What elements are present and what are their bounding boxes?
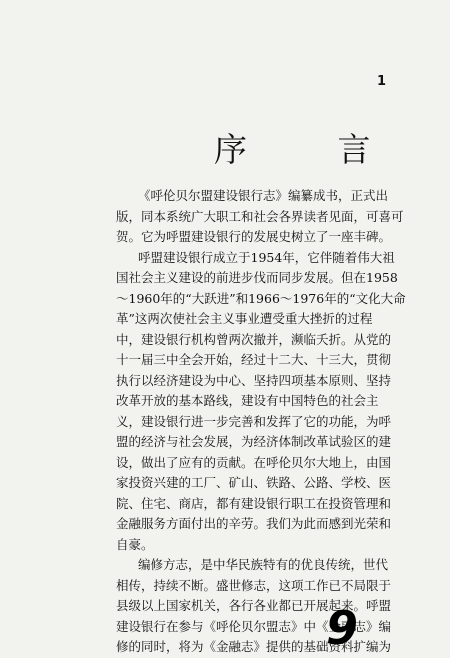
text-line: 《呼伦贝尔盟建设银行志》编纂成书，正式出: [138, 188, 389, 203]
page-title: 序 言: [214, 130, 411, 169]
page-number: 1: [377, 74, 387, 89]
text-line: 自豪。: [116, 536, 154, 552]
text-line: 中，建设银行机构曾两次撤并，濒临夭折。从党的: [116, 331, 392, 347]
text-line: 十一届三中全会开始，经过十二大、十三大，贯彻: [116, 352, 392, 367]
text-line: 革”这两次使社会主义事业遭受重大挫折的过程: [116, 311, 373, 326]
text-line: 国社会主义建设的前进步伐而同步发展。但在1958: [116, 270, 398, 285]
body-text: [116, 186, 420, 658]
text-line: 修的同时，将为《金融志》提供的基础资料扩编为: [116, 639, 392, 654]
text-line: 义，建设银行进一步完善和发挥了它的功能，为呼: [116, 413, 392, 429]
text-line: 设，做出了应有的贡献。在呼伦贝尔大地上，由国: [116, 454, 392, 470]
text-line: 盟的经济与社会发展，为经济体制改革试验区的建: [116, 434, 392, 449]
text-line: 相传，持续不断。盛世修志，这项工作已不局限于: [116, 577, 392, 593]
text-line: 金融服务方面付出的辛劳。我们为此而感到光荣和: [116, 516, 392, 531]
text-line: 版，同本系统广大职工和社会各界读者见面，可喜可: [116, 208, 404, 224]
text-line: 建设银行在参与《呼伦贝尔盟志》中《金融志》编: [116, 618, 392, 634]
text-line: 执行以经济建设为中心、坚持四项基本原则、坚持: [116, 372, 392, 388]
text-line: 县级以上国家机关，各行各业都已开展起来。呼盟: [116, 598, 392, 613]
text-line: ～1960年的“大跃进”和1966～1976年的“文化大命: [116, 290, 406, 306]
text-line: 院、住宅、商店，都有建设银行职工在投资管理和: [116, 495, 392, 511]
text-line: 呼盟建设银行成立于1954年，它伴随着伟大祖: [138, 249, 395, 265]
text-line: 编修方志，是中华民族特有的优良传统，世代: [138, 557, 389, 572]
text-line: 改革开放的基本路线，建设有中国特色的社会主: [116, 393, 379, 408]
handwritten-page-mark: 9: [326, 601, 359, 655]
text-line: 家投资兴建的工厂、矿山、铁路、公路、学校、医: [116, 475, 392, 490]
text-line: 贺。它为呼盟建设银行的发展史树立了一座丰碑。: [116, 229, 392, 244]
